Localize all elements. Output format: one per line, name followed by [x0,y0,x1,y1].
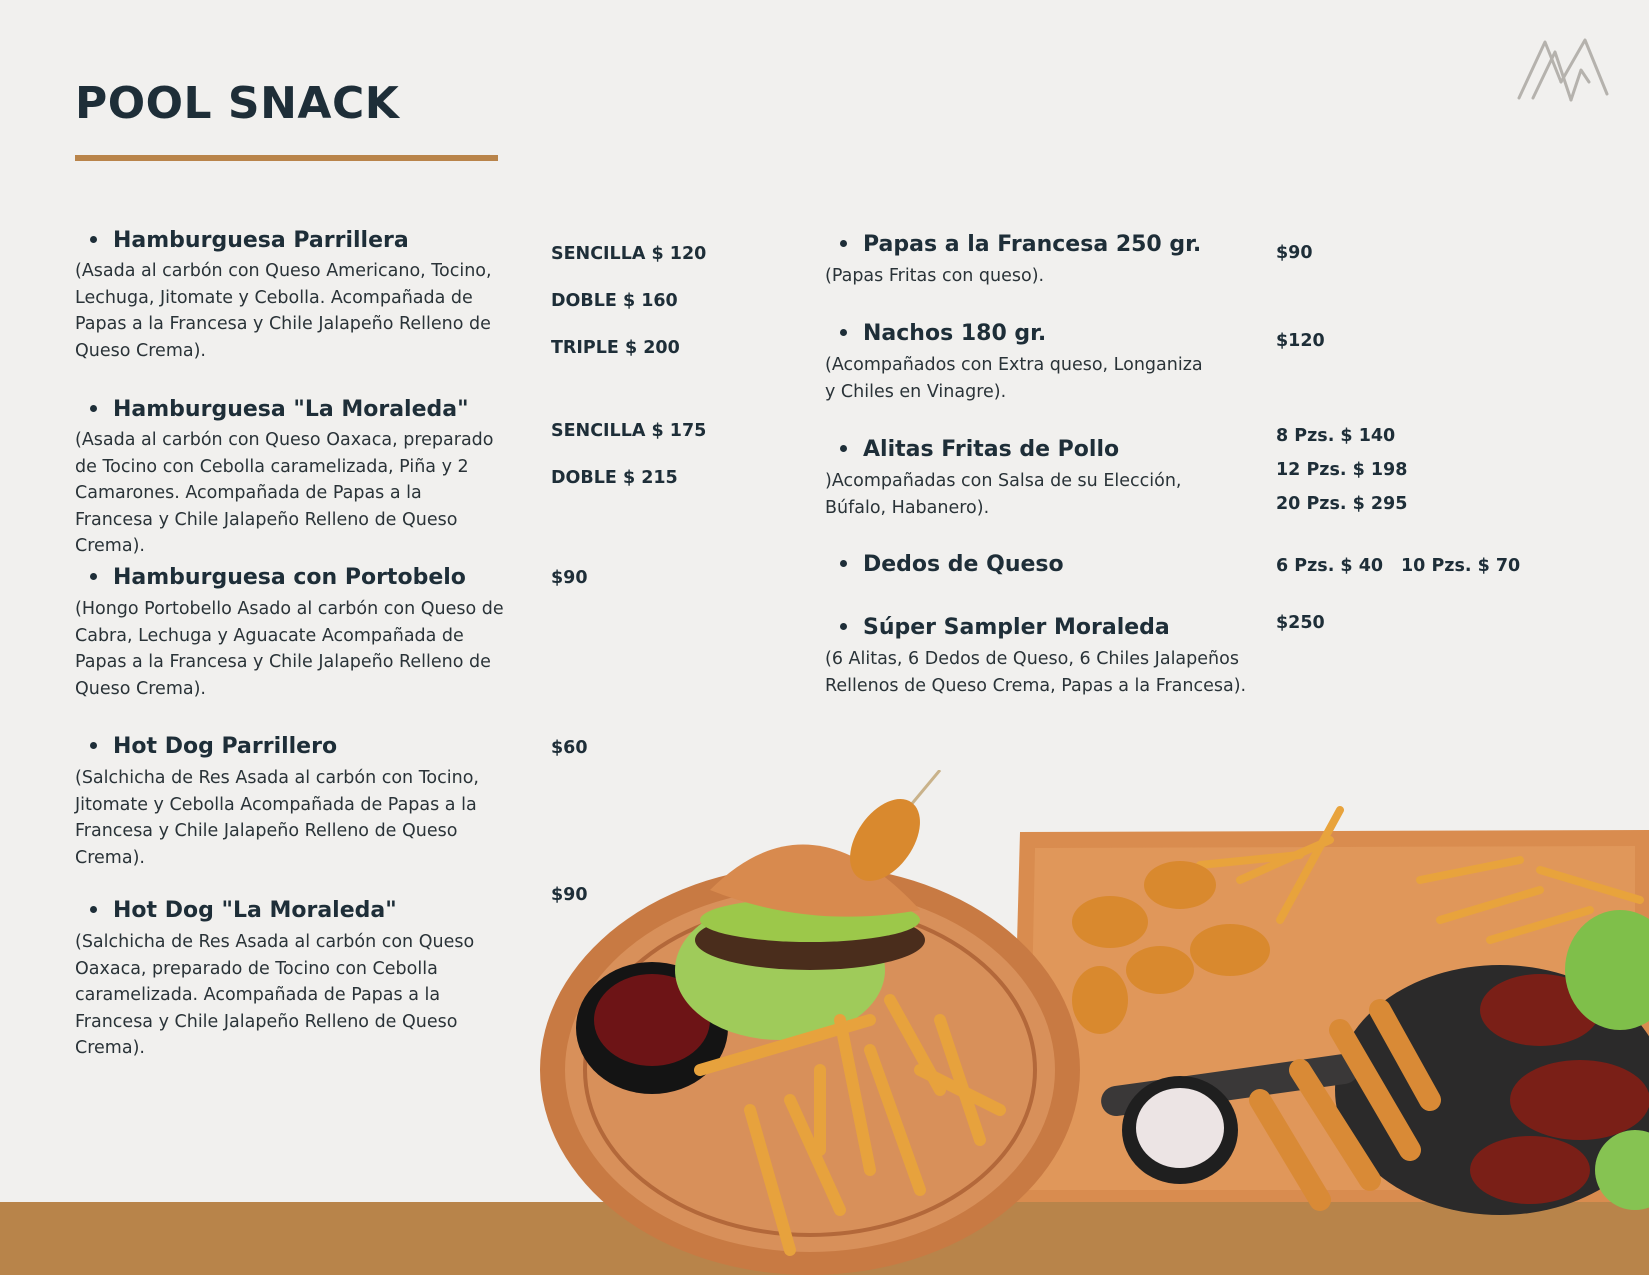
item-price: $90 [551,568,588,588]
item-price: $90 [551,885,588,905]
item-description: (Papas Fritas con queso). [825,266,1045,286]
item-name-text: Hamburguesa Parrillera [113,228,409,253]
item-description: (Asada al carbón con Queso Americano, Tocino, Lechuga, Jitomate y Cebolla. Acompañada de Papas a la Francesa y Chile Jalapeño Relleno de Queso Crema). [75,261,492,361]
item-description: (6 Alitas, 6 Dedos de Queso, 6 Chiles Jalapeños Rellenos de Queso Crema, Papas a la Francesa). [825,649,1247,696]
item-name-hamburguesa-parrillera [90,228,409,253]
item-price: DOBLE $ 160 [551,291,678,311]
item-name-text: Alitas Fritas de Pollo [863,437,1120,462]
bullet-icon [840,445,847,452]
item-name-hot-dog-la-moraleda [90,898,397,923]
item-name-dedos-de-queso [840,552,1064,577]
item-name-text: Papas a la Francesa 250 gr. [863,232,1202,257]
food-photo [540,770,1649,1275]
item-name-text: Súper Sampler Moraleda [863,615,1170,640]
bullet-icon [840,240,847,247]
item-description: (Asada al carbón con Queso Oaxaca, preparado de Tocino con Cebolla caramelizada, Piña y 2 Camarones. Acompañada de Papas a la Francesa y Chile Jalapeño Relleno de Queso Crema). [75,430,494,556]
item-name-text: Nachos 180 gr. [863,321,1047,346]
bullet-icon [90,236,97,243]
item-name-hot-dog-parrillero [90,734,337,759]
item-price: SENCILLA $ 120 [551,244,707,264]
item-price: 8 Pzs. $ 140 [1276,426,1396,446]
item-name-papas-a-la-francesa [840,232,1201,257]
item-name-hamburguesa-con-portobelo [90,565,466,590]
item-price: $250 [1276,613,1325,633]
item-price: DOBLE $ 215 [551,468,678,488]
item-price: 20 Pzs. $ 295 [1276,494,1408,514]
item-description: (Hongo Portobello Asado al carbón con Queso de Cabra, Lechuga y Aguacate Acompañada de Papas a la Francesa y Chile Jalapeño Relleno de Queso Crema). [75,599,504,699]
item-name-text: Dedos de Queso [863,552,1064,577]
bullet-icon [840,560,847,567]
item-description: (Salchicha de Res Asada al carbón con Tocino, Jitomate y Cebolla Acompañada de Papas a la Francesa y Chile Jalapeño Relleno de Queso Crema). [75,768,479,868]
item-name-text: Hamburguesa con Portobelo [113,565,466,590]
item-description: (Salchicha de Res Asada al carbón con Queso Oaxaca, preparado de Tocino con Cebolla caramelizada. Acompañada de Papas a la Francesa y Chile Jalapeño Relleno de Queso Crema). [75,932,475,1058]
bullet-icon [90,742,97,749]
item-name-super-sampler-moraleda [840,615,1170,640]
title-underline [75,155,498,161]
item-price: 12 Pzs. $ 198 [1276,460,1408,480]
item-price: 6 Pzs. $ 40 [1276,556,1384,576]
item-name-nachos [840,321,1046,346]
moraleda-logo-icon [1515,30,1611,116]
item-price: TRIPLE $ 200 [551,338,680,358]
item-name-alitas-fritas-de-pollo [840,437,1119,462]
bullet-icon [840,623,847,630]
item-description: (Acompañados con Extra queso, Longaniza y Chiles en Vinagre). [825,355,1203,402]
bullet-icon [90,405,97,412]
item-price: $60 [551,738,588,758]
page-title: POOL SNACK [75,78,400,129]
bullet-icon [90,906,97,913]
item-price: 10 Pzs. $ 70 [1401,556,1521,576]
item-description: )Acompañadas con Salsa de su Elección, Búfalo, Habanero). [825,471,1182,518]
item-price: $120 [1276,331,1325,351]
item-name-text: Hamburguesa "La Moraleda" [113,397,469,422]
item-name-text: Hot Dog Parrillero [113,734,338,759]
bullet-icon [840,329,847,336]
item-name-hamburguesa-la-moraleda [90,397,469,422]
bullet-icon [90,573,97,580]
item-price: $90 [1276,243,1313,263]
item-name-text: Hot Dog "La Moraleda" [113,898,397,923]
item-price: SENCILLA $ 175 [551,421,707,441]
